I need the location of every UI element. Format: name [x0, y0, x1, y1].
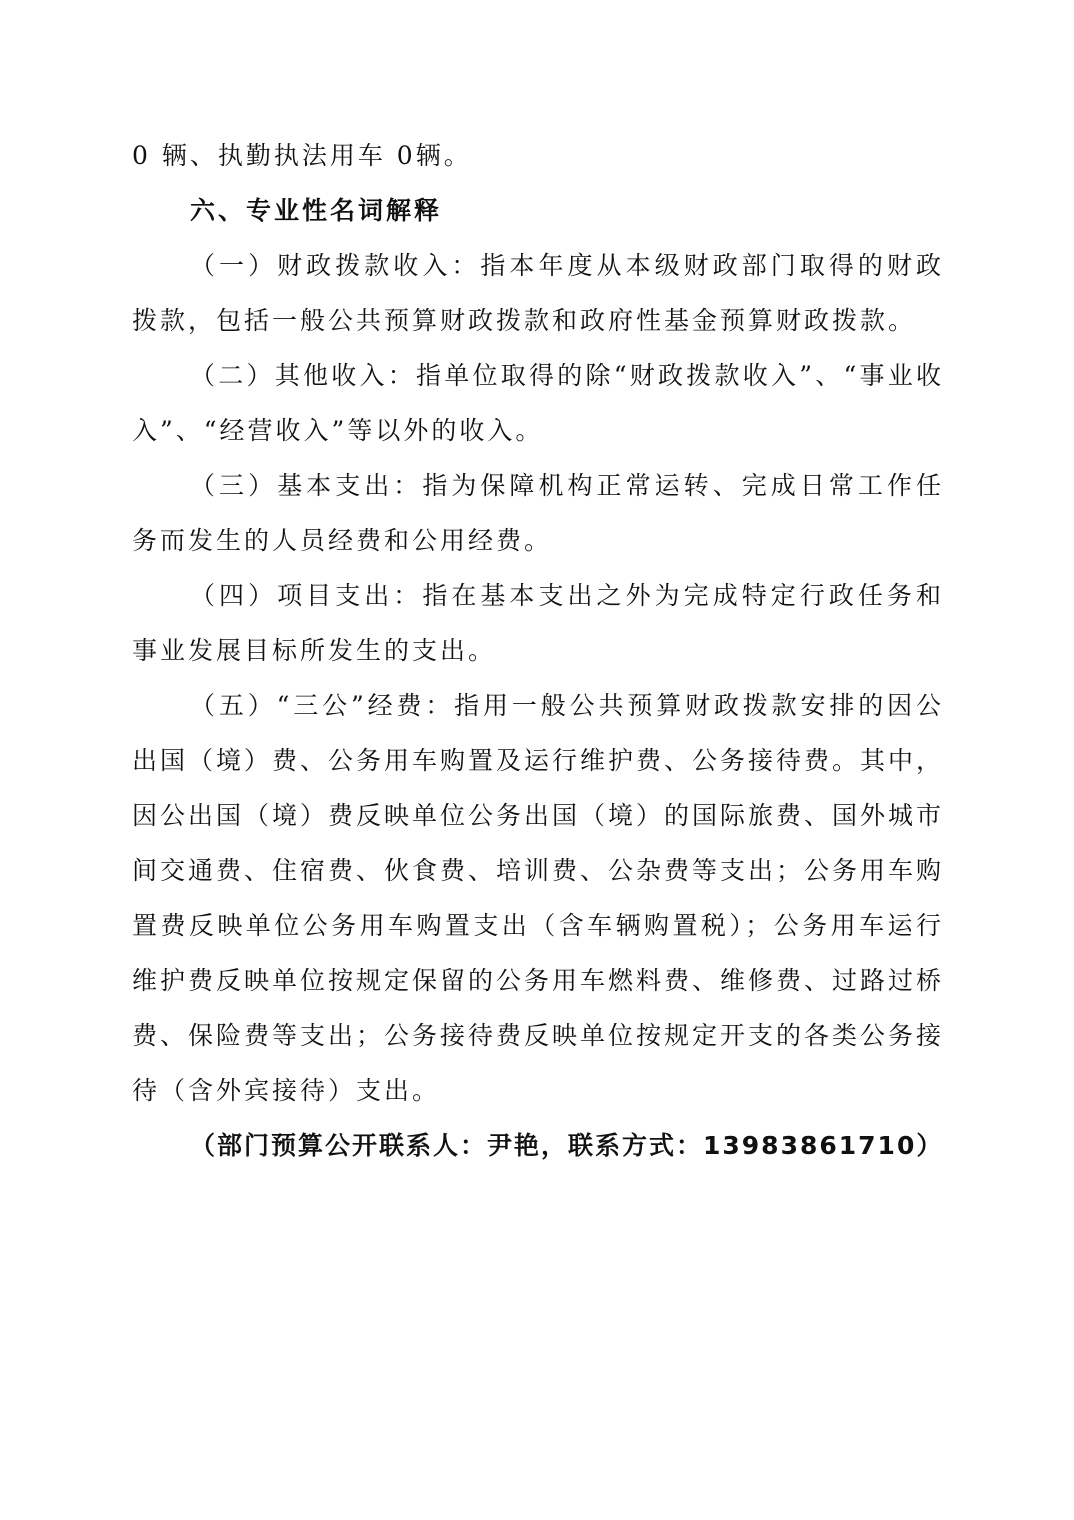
continuation-line: 0 辆、执勤执法用车 0辆。	[132, 141, 472, 170]
document-body	[132, 128, 944, 1173]
paragraph-other-income: （二）其他收入：指单位取得的除“财政拨款收入”、“事业收入”、“经营收入”等以外的收入。	[132, 361, 944, 445]
paragraph-basic-expenditure: （三）基本支出：指为保障机构正常运转、完成日常工作任务而发生的人员经费和公用经费。	[132, 471, 944, 555]
paragraph-project-expenditure: （四）项目支出：指在基本支出之外为完成特定行政任务和事业发展目标所发生的支出。	[132, 581, 944, 665]
section-heading: 六、专业性名词解释	[190, 196, 443, 225]
contact-line: （部门预算公开联系人：尹艳，联系方式：13983861710）	[190, 1131, 944, 1160]
paragraph-three-public-expenses: （五）“三公”经费：指用一般公共预算财政拨款安排的因公出国（境）费、公务用车购置及运行维护费、公务接待费。其中，因公出国（境）费反映单位公务出国（境）的国际旅费、国外城市间交通费、住宿费、伙食费、培训费、公杂费等支出；公务用车购置费反映单位公务用车购置支出（含车辆购置税）；公务用车运行维护费反映单位按规定保留的公务用车燃料费、维修费、过路过桥费、保险费等支出；公务接待费反映单位按规定开支的各类公务接待（含外宾接待）支出。	[132, 691, 945, 1105]
paragraph-fiscal-appropriation: （一）财政拨款收入：指本年度从本级财政部门取得的财政拨款，包括一般公共预算财政拨款和政府性基金预算财政拨款。	[132, 251, 944, 335]
